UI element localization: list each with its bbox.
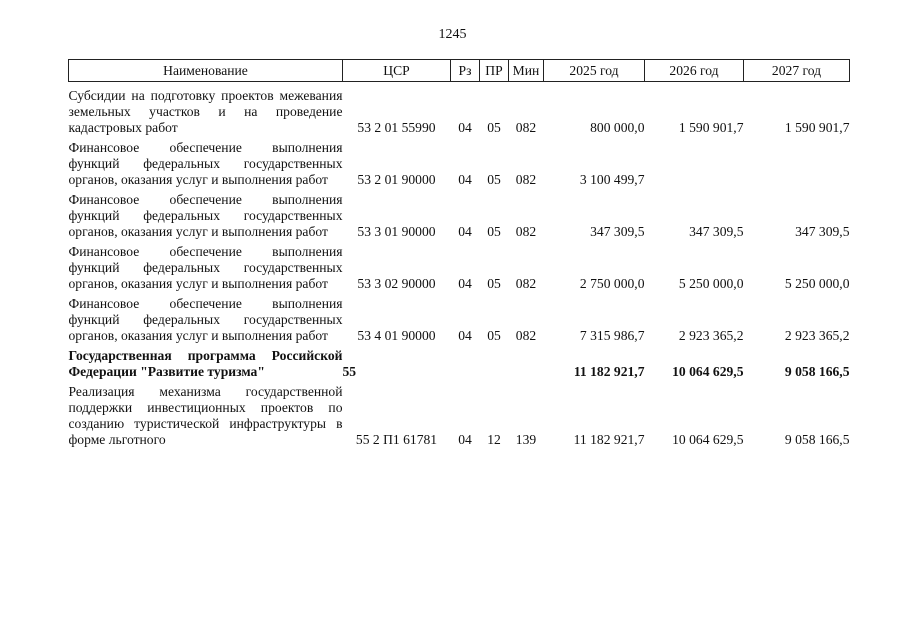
row-2027: 5 250 000,0 bbox=[784, 276, 850, 291]
row-name: Государственная программа Российской Федерации "Развитие туризма" bbox=[68, 348, 343, 379]
page-number: 1245 bbox=[438, 27, 467, 42]
row-2026: 10 064 629,5 bbox=[672, 432, 744, 447]
row-csr: 53 2 01 90000 bbox=[357, 172, 436, 187]
row-csr: 55 bbox=[342, 364, 357, 379]
row-min: 082 bbox=[515, 120, 537, 135]
row-pr: 05 bbox=[487, 172, 501, 187]
row-name: Финансовое обеспечение выполнения функций федеральных государственных органов, оказания услуг и выполнения работ bbox=[68, 296, 343, 343]
row-min: 082 bbox=[515, 328, 537, 343]
row-pr: 05 bbox=[487, 328, 501, 343]
row-name: Субсидии на подготовку проектов межевания земельных участков и на проведение кадастровых работ bbox=[68, 88, 343, 135]
row-min: 082 bbox=[515, 224, 537, 239]
header-2027: 2027 год bbox=[744, 60, 850, 82]
row-rz: 04 bbox=[458, 120, 472, 135]
row-2026: 347 309,5 bbox=[689, 224, 744, 239]
row-rz: 04 bbox=[458, 224, 472, 239]
table-row-program bbox=[69, 348, 850, 384]
row-2027: 9 058 166,5 bbox=[784, 364, 850, 379]
row-2025: 347 309,5 bbox=[590, 224, 645, 239]
table-row bbox=[69, 140, 850, 192]
row-rz: 04 bbox=[458, 172, 472, 187]
table-row bbox=[69, 296, 850, 348]
row-2027: 9 058 166,5 bbox=[784, 432, 850, 447]
header-csr: ЦСР bbox=[343, 60, 451, 82]
row-rz: 04 bbox=[458, 328, 472, 343]
row-rz: 04 bbox=[458, 432, 472, 447]
row-2026: 10 064 629,5 bbox=[672, 364, 744, 379]
row-rz: 04 bbox=[458, 276, 472, 291]
header-2025: 2025 год bbox=[544, 60, 645, 82]
row-2026: 1 590 901,7 bbox=[678, 120, 744, 135]
row-rz bbox=[451, 348, 480, 384]
row-name: Финансовое обеспечение выполнения функций федеральных государственных органов, оказания услуг и выполнения работ bbox=[68, 192, 343, 239]
budget-table bbox=[68, 59, 850, 452]
row-2025: 7 315 986,7 bbox=[579, 328, 645, 343]
row-2025: 3 100 499,7 bbox=[579, 172, 645, 187]
table-row bbox=[69, 192, 850, 244]
table-header-row bbox=[69, 60, 850, 82]
row-csr: 53 2 01 55990 bbox=[357, 120, 436, 135]
row-min: 082 bbox=[515, 172, 537, 187]
table-row bbox=[69, 244, 850, 296]
row-2026 bbox=[645, 140, 744, 192]
row-csr: 53 4 01 90000 bbox=[357, 328, 436, 343]
header-name: Наименование bbox=[69, 60, 343, 82]
row-pr: 05 bbox=[487, 276, 501, 291]
header-rz: Рз bbox=[451, 60, 480, 82]
row-name: Реализация механизма государственной поддержки инвестиционных проектов по созданию туристической инфраструктуры в форме льготного bbox=[68, 384, 343, 447]
row-pr: 12 bbox=[487, 432, 501, 447]
row-name: Финансовое обеспечение выполнения функций федеральных государственных органов, оказания услуг и выполнения работ bbox=[68, 244, 343, 291]
table-row bbox=[69, 384, 850, 452]
row-csr: 53 3 01 90000 bbox=[357, 224, 436, 239]
row-2027: 347 309,5 bbox=[795, 224, 850, 239]
row-2027: 2 923 365,2 bbox=[784, 328, 850, 343]
header-pr: ПР bbox=[480, 60, 509, 82]
row-min bbox=[509, 348, 544, 384]
header-2026: 2026 год bbox=[645, 60, 744, 82]
row-csr: 53 3 02 90000 bbox=[357, 276, 436, 291]
row-2025: 2 750 000,0 bbox=[579, 276, 645, 291]
row-2026: 5 250 000,0 bbox=[678, 276, 744, 291]
row-min: 082 bbox=[515, 276, 537, 291]
header-min: Мин bbox=[509, 60, 544, 82]
row-min: 139 bbox=[515, 432, 537, 447]
row-2027: 1 590 901,7 bbox=[784, 120, 850, 135]
row-csr: 55 2 П1 61781 bbox=[355, 432, 438, 447]
row-pr: 05 bbox=[487, 120, 501, 135]
table-row bbox=[69, 82, 850, 141]
row-2025: 11 182 921,7 bbox=[573, 432, 645, 447]
row-2025: 800 000,0 bbox=[590, 120, 645, 135]
row-pr bbox=[480, 348, 509, 384]
row-2026: 2 923 365,2 bbox=[678, 328, 744, 343]
row-2025: 11 182 921,7 bbox=[573, 364, 645, 379]
row-pr: 05 bbox=[487, 224, 501, 239]
row-name: Финансовое обеспечение выполнения функций федеральных государственных органов, оказания услуг и выполнения работ bbox=[68, 140, 343, 187]
row-2027 bbox=[744, 140, 850, 192]
